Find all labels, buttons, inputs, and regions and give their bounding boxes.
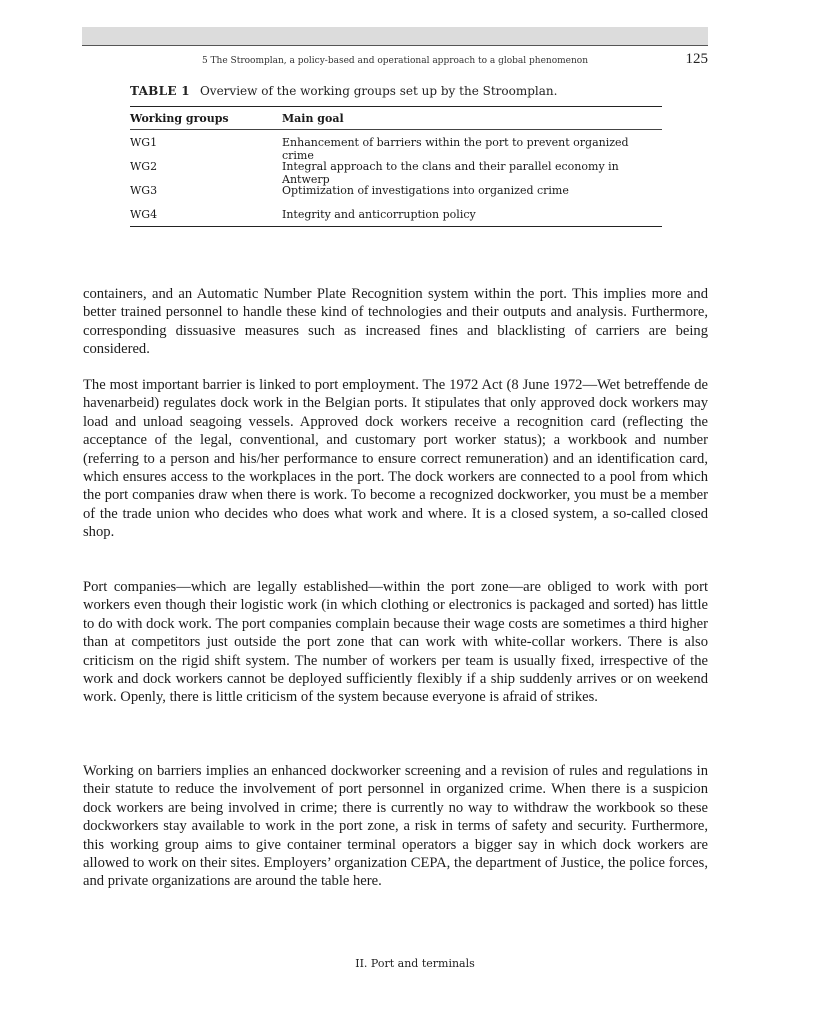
table-caption xyxy=(130,84,557,98)
header-band xyxy=(82,27,708,46)
running-head-title: 5 The Stroomplan, a policy-based and operational approach to a global phenomenon xyxy=(201,56,589,66)
page-footer: II. Port and terminals xyxy=(355,957,475,970)
table-header-row xyxy=(130,107,662,130)
table-cell-group: WG3 xyxy=(130,184,158,197)
table-caption-text: Overview of the working groups set up by the Stroomplan. xyxy=(199,84,558,98)
table-cell-goal: Optimization of investigations into organized crime xyxy=(282,184,569,197)
body-paragraph-4: Working on barriers implies an enhanced dockworker screening and a revision of rules and regulations in their statute to reduce the involvement of port personnel in organized crime. When there is a suspicion dock workers are being involved in crime; there is currently no way to withdraw the workbook so these dockworkers stay available to work in the port zone, a risk in terms of safety and security. Furthermore, this working group aims to give container terminal operators a bigger say in which dock workers are allowed to work on their sites. Employers’ organization CEPA, the department of Justice, the police forces, and private organizations are around the table here. xyxy=(83,763,708,890)
table-cell-goal: Enhancement of barriers within the port to prevent organized crime xyxy=(282,136,629,162)
running-head xyxy=(82,53,708,69)
working-groups-table xyxy=(130,106,662,227)
table-cell-goal: Integrity and anticorruption policy xyxy=(282,208,476,221)
column-header-main-goal: Main goal xyxy=(282,112,344,125)
body-paragraph-2: The most important barrier is linked to port employment. The 1972 Act (8 June 1972—Wet betreffende de havenarbeid) regulates dock work in the Belgian ports. It stipulates that only approved dock workers may load and unload seagoing vessels. Approved dock workers receive a recognition card (reflecting the acceptance of the legal, conventional, and customary port worker status); a workbook and number (referring to a person and his/her performance to ensure correct remuneration) and an identification card, which ensures access to the workplaces in the port. The dock workers are connected to a pool from which the port companies draw when there is work. To become a recognized dockworker, you must be a member of the trade union who decides who does what work and where. It is a closed system, a so-called closed shop. xyxy=(83,377,708,541)
column-header-working-groups: Working groups xyxy=(130,112,229,125)
body-paragraph-1: containers, and an Automatic Number Plate Recognition system within the port. This implies more and better trained personnel to handle these kind of technologies and their outputs and analysis. Furthermore, corresponding dissuasive measures such as increased fines and blacklisting of carriers are being considered. xyxy=(83,286,708,358)
table-row xyxy=(130,202,662,226)
page-number: 125 xyxy=(685,51,708,67)
body-paragraph-3: Port companies—which are legally established—within the port zone—are obliged to work with port workers even though their logistic work (in which clothing or electronics is packaged and sorted) has little to do with dock work. The port companies complain because their wage costs are sometimes a third higher than at competitors just outside the port zone that can work with white-collar workers. There is also criticism on the rigid shift system. The number of workers per team is usually fixed, irrespective of the work and dock workers cannot be deployed sufficiently flexibly if a ship suddenly arrives or on weekend work. Openly, there is little criticism of the system because everyone is afraid of strikes. xyxy=(83,579,708,706)
table-row xyxy=(130,154,662,186)
table-cell-group: WG2 xyxy=(130,160,158,173)
table-row xyxy=(130,178,662,202)
table-cell-group: WG4 xyxy=(130,208,158,221)
table-row xyxy=(130,130,662,162)
table-cell-goal: Integral approach to the clans and their parallel economy in Antwerp xyxy=(282,160,619,186)
table-label: TABLE 1 xyxy=(130,84,190,98)
table-cell-group: WG1 xyxy=(130,136,158,149)
